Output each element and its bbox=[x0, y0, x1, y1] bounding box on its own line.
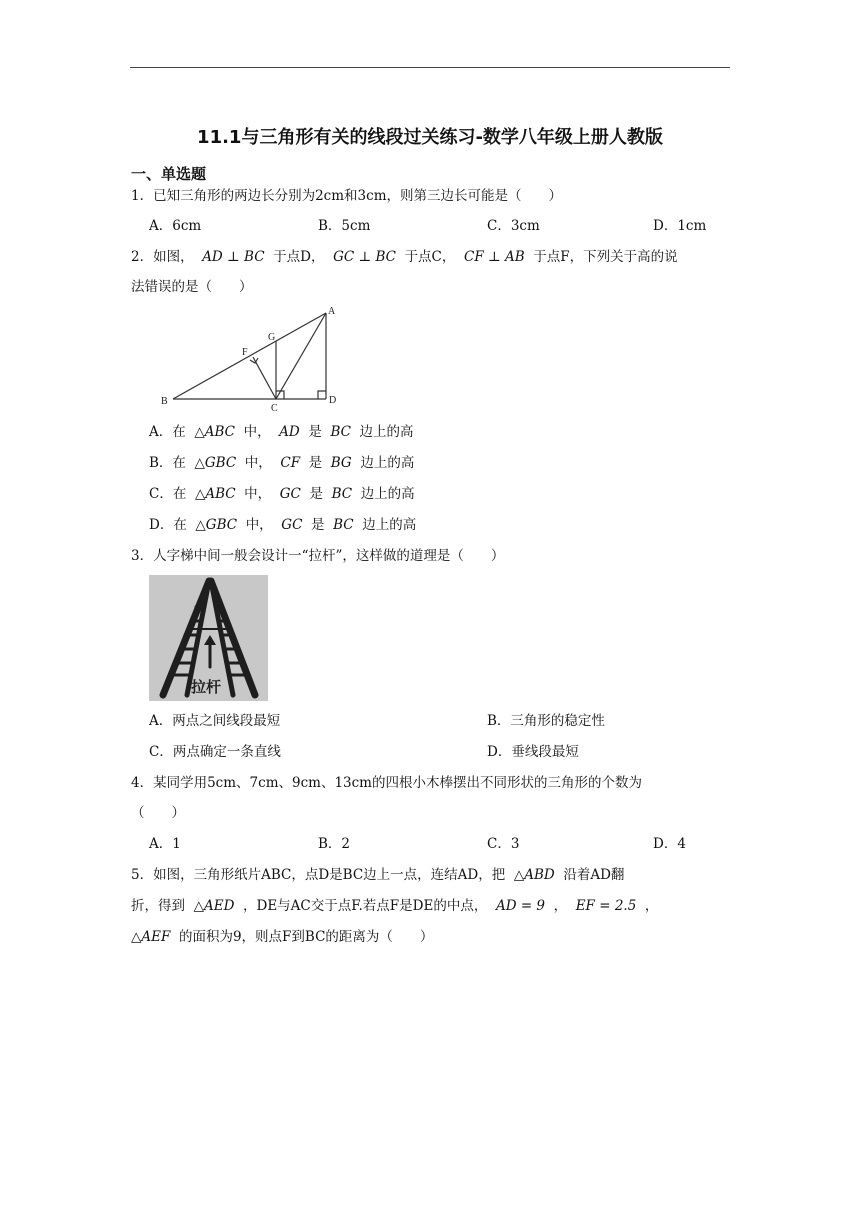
q3-option-d[interactable]: D．垂线段最短 bbox=[487, 744, 579, 760]
label-b: B bbox=[161, 396, 168, 407]
text-segment: ，DE与AC交于点F.若点F是DE的中点， bbox=[243, 898, 488, 914]
triangle-figure bbox=[150, 300, 350, 415]
q2-option-b[interactable] bbox=[149, 453, 414, 473]
math-base: BC bbox=[331, 486, 353, 502]
text-segment: 折，得到 bbox=[131, 898, 185, 914]
q3-option-a[interactable]: A．两点之间线段最短 bbox=[149, 713, 281, 729]
q1-option-a[interactable]: A．6cm bbox=[149, 218, 202, 234]
question-2-line-1 bbox=[131, 247, 678, 267]
page-title: 11.1与三角形有关的线段过关练习-数学八年级上册人教版 bbox=[197, 127, 663, 148]
text-segment: ， bbox=[553, 898, 568, 914]
q4-option-a[interactable]: A．1 bbox=[149, 836, 181, 852]
math-base: BG bbox=[330, 455, 352, 471]
math-ad-perp-bc: AD ⊥ BC bbox=[202, 249, 265, 265]
text-segment: 是 bbox=[308, 424, 322, 440]
text-segment: 中， bbox=[244, 486, 272, 502]
text-segment: B．在 bbox=[149, 455, 186, 471]
q4-option-b[interactable]: B．2 bbox=[318, 836, 351, 852]
math-triangle-aef: △AEF bbox=[131, 929, 171, 945]
q2-option-a[interactable] bbox=[149, 422, 414, 442]
math-triangle: △ABC bbox=[194, 424, 235, 440]
q1-option-c[interactable]: C．3cm bbox=[487, 218, 540, 234]
section-heading: 一、单选题 bbox=[131, 165, 207, 183]
question-4-stem-2: （ ） bbox=[131, 805, 185, 821]
label-f: F bbox=[242, 347, 248, 358]
text-segment: 于点F，下列关于高的说 bbox=[533, 249, 678, 265]
math-segment: CF bbox=[280, 455, 301, 471]
text-segment: 边上的高 bbox=[360, 455, 415, 471]
text-segment: ， bbox=[644, 898, 659, 914]
text-segment: 沿着AD翻 bbox=[563, 867, 625, 883]
text-segment: 中， bbox=[243, 424, 271, 440]
text-segment: 于点C， bbox=[404, 249, 456, 265]
text-segment: 边上的高 bbox=[360, 486, 415, 502]
text-segment: 中， bbox=[245, 517, 273, 533]
text-segment: 是 bbox=[311, 517, 325, 533]
question-5-line-3 bbox=[131, 927, 433, 947]
math-triangle: △ABC bbox=[194, 486, 236, 502]
q1-option-d[interactable]: D．1cm bbox=[653, 218, 707, 234]
math-triangle: △GBC bbox=[195, 517, 238, 533]
ladder-image bbox=[149, 575, 268, 701]
math-base: BC bbox=[333, 517, 354, 533]
text-segment: A．在 bbox=[149, 424, 186, 440]
question-1-stem: 1．已知三角形的两边长分别为2cm和3cm，则第三边长可能是（ ） bbox=[131, 188, 562, 204]
q3-option-c[interactable]: C．两点确定一条直线 bbox=[149, 744, 281, 760]
q2-option-d[interactable] bbox=[149, 515, 416, 535]
q4-option-d[interactable]: D．4 bbox=[653, 836, 686, 852]
math-ef-value: EF = 2.5 bbox=[575, 898, 637, 914]
math-segment: GC bbox=[279, 486, 301, 502]
math-segment: AD bbox=[279, 424, 300, 440]
text-segment: 是 bbox=[309, 486, 323, 502]
text-segment: 是 bbox=[308, 455, 323, 471]
question-2-line-2: 法错误的是（ ） bbox=[131, 279, 253, 295]
q4-option-c[interactable]: C．3 bbox=[487, 836, 520, 852]
text-segment: C．在 bbox=[149, 486, 187, 502]
ladder-label: 拉杆 bbox=[191, 678, 222, 696]
question-5-line-1 bbox=[131, 865, 624, 885]
text-segment: 2．如图， bbox=[131, 249, 194, 265]
math-triangle: △GBC bbox=[194, 455, 237, 471]
math-segment: GC bbox=[281, 517, 303, 533]
math-ad-value: AD = 9 bbox=[495, 898, 546, 914]
question-5-line-2 bbox=[131, 896, 658, 916]
text-segment: D．在 bbox=[149, 517, 187, 533]
text-segment: 5．如图，三角形纸片ABC，点D是BC边上一点，连结AD，把 bbox=[131, 867, 506, 883]
header-rule bbox=[130, 67, 730, 68]
question-4-stem: 4．某同学用5cm、7cm、9cm、13cm的四根小木棒摆出不同形状的三角形的个数为 bbox=[131, 775, 642, 791]
q1-option-b[interactable]: B．5cm bbox=[318, 218, 371, 234]
text-segment: 的面积为9，则点F到BC的距离为（ ） bbox=[178, 929, 434, 945]
math-cf-perp-ab: CF ⊥ AB bbox=[464, 249, 525, 265]
math-triangle-aed: △AED bbox=[193, 898, 235, 914]
label-g: G bbox=[268, 332, 276, 343]
text-segment: 中， bbox=[244, 455, 272, 471]
question-3-stem: 3．人字梯中间一般会设计一“拉杆”，这样做的道理是（ ） bbox=[131, 548, 505, 564]
q3-option-b[interactable]: B．三角形的稳定性 bbox=[487, 713, 605, 729]
math-base: BC bbox=[330, 424, 351, 440]
text-segment: 于点D， bbox=[273, 249, 325, 265]
math-gc-perp-bc: GC ⊥ BC bbox=[333, 249, 396, 265]
label-d: D bbox=[329, 395, 337, 406]
label-c: C bbox=[271, 403, 278, 414]
math-triangle-abd: △ABD bbox=[513, 867, 555, 883]
label-a: A bbox=[328, 306, 336, 317]
text-segment: 边上的高 bbox=[362, 517, 417, 533]
text-segment: 边上的高 bbox=[359, 424, 414, 440]
q2-option-c[interactable] bbox=[149, 484, 415, 504]
